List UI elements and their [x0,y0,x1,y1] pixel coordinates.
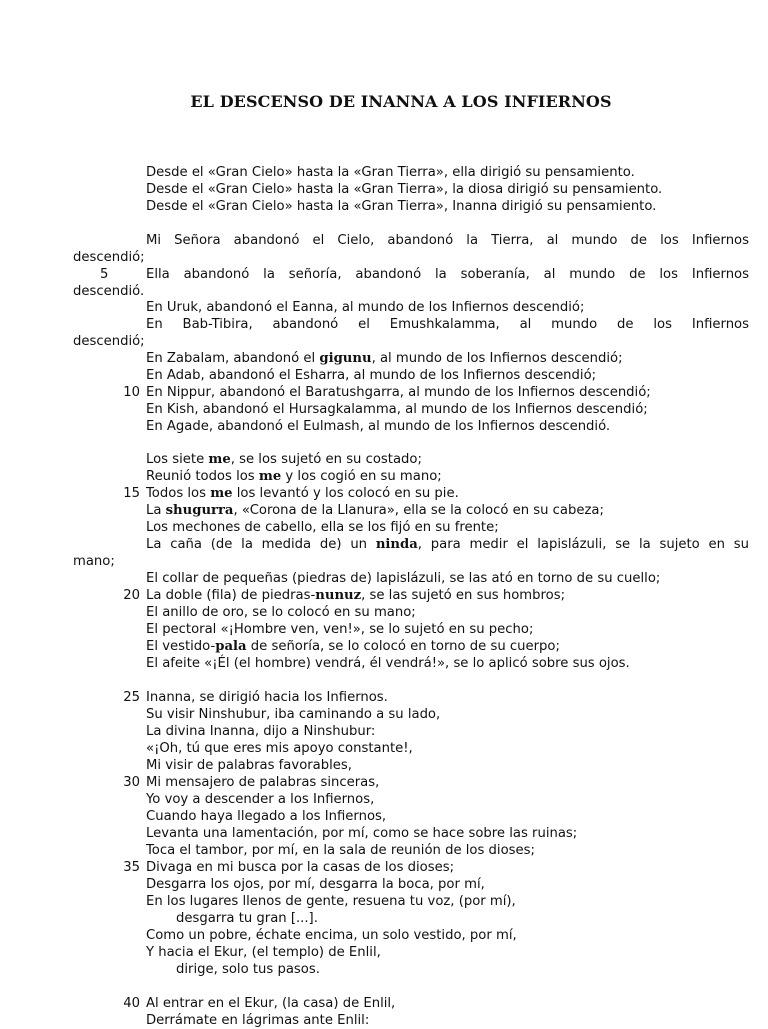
line-text: Mi Señora abandonó el Cielo, abandonó la Tierra, al mundo de los Infiernos [146,233,749,248]
poem-line [146,536,749,553]
line-text: En Uruk, abandonó el Eanna, al mundo de los Infiernos descendió; [146,300,585,315]
sumerian-term: gigunu [319,351,372,366]
poem-line [146,842,535,859]
line-text: , para medir el lapislázuli, se la sujeto en su [417,537,749,552]
line-text: Y hacia el Ekur, (el templo) de Enlil, [146,945,381,960]
line-text: Reunió todos los [146,469,259,484]
line-text: descendió. [73,284,145,299]
line-text: En Nippur, abandonó el Baratushgarra, al mundo de los Infiernos descendió; [146,385,651,400]
line-text: El pectoral «¡Hombre ven, ven!», se lo sujetó en su pecho; [146,622,534,637]
line-number: 30 [123,775,140,790]
poem-line [146,401,648,418]
poem-line [146,570,660,587]
poem-line [146,740,413,757]
line-text: y los cogió en su mano; [281,469,442,484]
poem-line [73,283,144,300]
line-text: , «Corona de la Llanura», ella se la colocó en su cabeza; [233,503,604,518]
line-text: La divina Inanna, dijo a Ninshubur: [146,724,376,739]
poem-line [146,944,381,961]
poem-line [146,418,610,435]
line-text: de señoría, se lo colocó en torno de su cuerpo; [246,639,560,654]
poem-line [146,232,749,249]
poem-line [123,587,566,604]
sumerian-term: me [208,452,231,467]
sumerian-term: ninda [375,537,418,552]
poem-line [146,621,533,638]
poem-line [146,927,517,944]
poem-line [176,961,320,978]
line-text: Yo voy a descender a los Infiernos, [146,792,375,807]
line-text: Como un pobre, échate encima, un solo vestido, por mí, [146,928,517,943]
sumerian-term: pala [215,639,247,654]
line-text: Desde el «Gran Cielo» hasta la «Gran Tierra», la diosa dirigió su pensamiento. [146,182,663,197]
line-text: Al entrar en el Ekur, (la casa) de Enlil, [146,996,396,1011]
line-text: Todos los [146,486,211,501]
line-text: Cuando haya llegado a los Infiernos, [146,809,387,824]
line-text: La caña (de la medida de) un [146,537,376,552]
poem-line [146,367,596,384]
poem-line [146,198,656,215]
line-text: En los lugares llenos de gente, resuena tu voz, (por mí), [146,894,516,909]
poem-line [123,689,388,706]
line-text: los levantó y los colocó en su pie. [232,486,459,501]
sumerian-term: shugurra [165,503,234,518]
sumerian-term: nunuz [315,588,362,603]
line-text: Su visir Ninshubur, iba caminando a su lado, [146,707,441,722]
poem-line [123,774,380,791]
line-number: 40 [123,996,140,1011]
line-text: Desde el «Gran Cielo» hasta la «Gran Tierra», ella dirigió su pensamiento. [146,165,635,180]
line-text: En Adab, abandonó el Esharra, al mundo de los Infiernos descendió; [146,368,597,383]
poem-line [146,316,749,333]
poem-line [146,723,375,740]
poem-line [146,1012,369,1029]
poem-line [123,995,396,1012]
poem-line [146,638,560,655]
poem-line [146,451,422,468]
poem-line [146,757,352,774]
poem-line [73,333,145,350]
line-text: Toca el tambor, por mí, en la sala de reunión de los dioses; [146,843,535,858]
line-text: En Zabalam, abandonó el [146,351,320,366]
line-text: desgarra tu gran [...]. [176,911,318,926]
line-text: , al mundo de los Infiernos descendió; [371,351,623,366]
poem-line [146,655,630,672]
poem-line [146,350,623,367]
line-text: Divaga en mi busca por la casas de los dioses; [146,860,455,875]
line-text: Los mechones de cabello, ella se los fijó en su frente; [146,520,499,535]
line-text: , se los sujetó en su costado; [230,452,422,467]
line-text: El anillo de oro, se lo colocó en su mano; [146,605,416,620]
line-text: mano; [73,554,115,569]
poem-line [146,468,442,485]
line-text: Levanta una lamentación, por mí, como se hace sobre las ruinas; [146,826,578,841]
line-text: En Bab-Tibira, abandonó el Emushkalamma, al mundo de los Infiernos [146,317,749,332]
line-text: El collar de pequeñas (piedras de) lapislázuli, se las ató en torno de su cuello; [146,571,661,586]
poem-line [146,299,584,316]
line-text: El vestido- [146,639,216,654]
poem-line [176,910,318,927]
sumerian-term: me [210,486,233,501]
line-text: En Agade, abandonó el Eulmash, al mundo de los Infiernos descendió. [146,419,611,434]
line-text: «¡Oh, tú que eres mis apoyo constante!, [146,741,413,756]
poem-line [146,876,485,893]
line-text: Los siete [146,452,209,467]
line-text: En Kish, abandonó el Hursagkalamma, al mundo de los Infiernos descendió; [146,402,648,417]
line-text: , se las sujetó en sus hombros; [361,588,566,603]
poem-line [123,859,455,876]
line-text: La doble (fila) de piedras- [146,588,316,603]
sumerian-term: me [258,469,282,484]
poem-line [146,164,635,181]
line-text: Ella abandonó la señoría, abandonó la soberanía, al mundo de los Infiernos [146,267,749,282]
poem-line [123,384,651,401]
line-text: La [146,503,166,518]
poem-line [100,266,749,283]
line-number: 25 [123,690,140,705]
poem-line [73,553,115,570]
poem-line [146,502,604,519]
poem-line [146,604,416,621]
poem-line [146,808,386,825]
line-number: 5 [100,267,109,282]
line-text: Mi mensajero de palabras sinceras, [146,775,380,790]
line-text: Inanna, se dirigió hacia los Infiernos. [146,690,388,705]
line-number: 35 [123,860,140,875]
line-text: Desgarra los ojos, por mí, desgarra la boca, por mí, [146,877,485,892]
document-title: EL DESCENSO DE INANNA A LOS INFIERNOS [190,92,612,111]
poem-line [146,791,374,808]
poem-line [146,181,662,198]
line-text: Desde el «Gran Cielo» hasta la «Gran Tierra», Inanna dirigió su pensamiento. [146,199,657,214]
line-text: Derrámate en lágrimas ante Enlil: [146,1013,370,1028]
line-number: 20 [123,588,140,603]
poem-line [146,519,499,536]
poem-line [73,249,145,266]
line-number: 10 [123,385,140,400]
poem-line [123,485,459,502]
poem-line [146,893,516,910]
line-number: 15 [123,486,140,501]
poem-line [146,706,440,723]
line-text: El afeite «¡Él (el hombre) vendrá, él vendrá!», se lo aplicó sobre sus ojos. [146,656,630,671]
poem-line [146,825,577,842]
line-text: Mi visir de palabras favorables, [146,758,352,773]
line-text: descendió; [73,250,145,265]
line-text: descendió; [73,334,145,349]
line-text: dirige, solo tus pasos. [176,962,320,977]
